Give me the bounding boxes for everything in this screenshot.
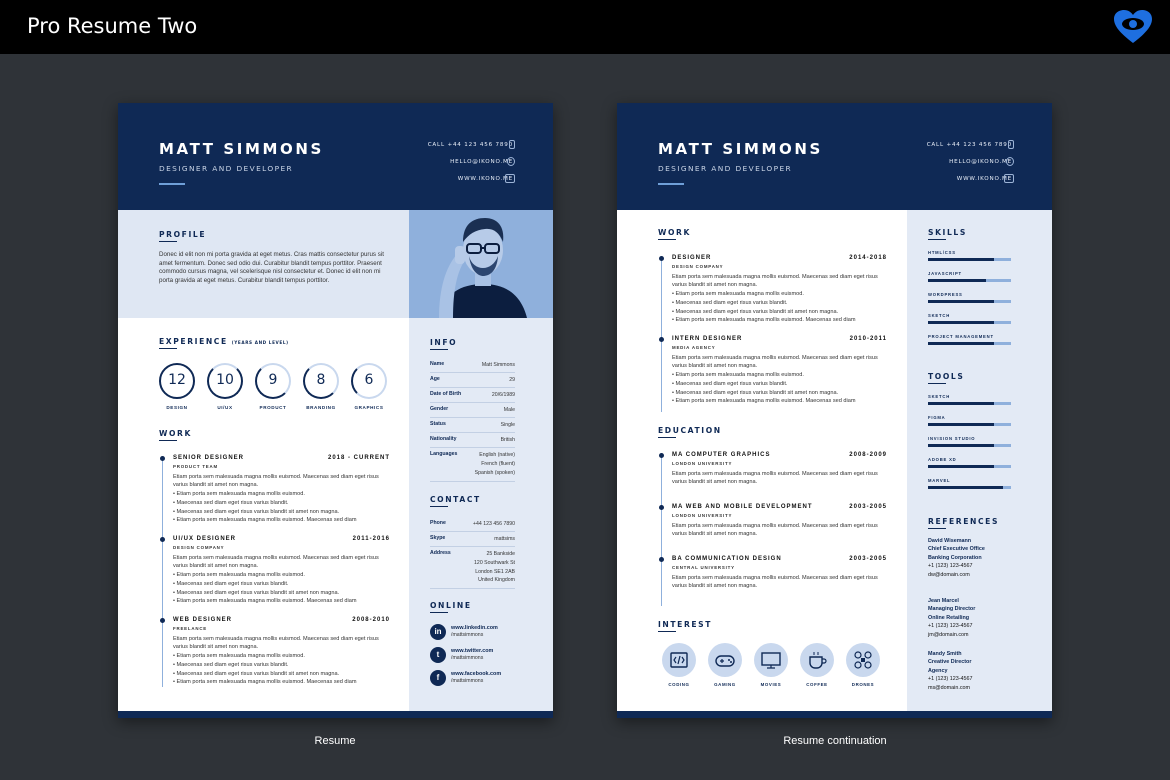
job-company: FREELANCE [173,626,208,631]
timeline-dot [160,618,165,623]
reference-email[interactable]: ms@domain.com [928,684,971,691]
interest-label: MOVIES [760,682,782,687]
job-company: MEDIA AGENCY [672,345,716,350]
resume-sidebar [409,318,553,711]
timeline-dot [659,505,664,510]
heading-underline [928,528,946,529]
contact-heading: CONTACT [430,495,481,504]
job-title: WEB DESIGNER [173,617,233,623]
resume-header [617,103,1052,210]
experience-circle: 10 [207,363,243,399]
skill-label: HTML/CSS [928,250,956,255]
reference-entry [928,650,973,692]
contact-value: +44 123 456 7890 [473,521,515,527]
skill-bar-fill [928,300,994,303]
header-email: HELLO@IKONO.ME [450,159,513,165]
school-name: CENTRAL UNIVERSITY [672,565,735,570]
job-description: Etiam porta sem malesuada magna mollis euismod. Maecenas sed diam eget risus varius blandit sit amet non magna. [173,474,379,489]
tool-bar-fill [928,486,1003,489]
experience-heading [159,337,289,346]
coffee-icon [800,643,834,677]
info-key: Status [430,421,446,427]
online-heading: ONLINE [430,601,472,610]
tool-bar [928,465,1011,468]
skill-bar [928,342,1011,345]
resume-continuation-page [617,103,1052,718]
resume-header [118,103,553,210]
interest-circle [846,643,880,677]
resume-role: DESIGNER AND DEVELOPER [159,164,294,173]
work-heading: WORK [159,429,192,438]
heading-underline [159,440,177,441]
skill-label: JAVASCRIPT [928,271,962,276]
job-bullets: • Etiam porta sem malesuada magna mollis euismod. • Maecenas sed diam eget risus varius blandit. • Maecenas sed diam eget risus varius blandit sit amet non magna. • Etiam porta sem malesuada magna mollis euismod. Maecenas sed diam [173,653,357,686]
experience-heading-text: EXPERIENCE [159,337,228,346]
bullet: Etiam porta sem malesuada magna mollis euismod. [176,572,305,578]
job-bullets: • Etiam porta sem malesuada magna mollis euismod. • Maecenas sed diam eget risus varius blandit. • Maecenas sed diam eget risus varius blandit sit amet non magna. • Etiam porta sem malesuada magna mollis euismod. Maecenas sed diam [672,372,856,405]
skill-bar-fill [928,342,994,345]
heading-underline [430,612,448,613]
heading-underline [658,437,676,438]
reference-phone: +1 (123) 123-4567 [928,563,973,570]
tool-label: INVISION STUDIO [928,436,976,441]
job-description: Etiam porta sem malesuada magna mollis euismod. Maecenas sed diam eget risus varius blandit sit amet non magna. [672,274,878,289]
skill-bar [928,300,1011,303]
reference-entry [928,537,985,579]
degree-description: Etiam porta sem malesuada magna mollis euismod. Maecenas sed diam eget risus varius blandit sit amet non magna. [672,575,878,590]
reference-title: Managing Director [928,606,976,613]
info-value: Matt Simmons [481,362,515,368]
contact-key: Address [430,550,451,556]
profile-section [118,210,409,318]
experience-circle: 12 [159,363,195,399]
tool-bar-fill [928,465,994,468]
bullet: Etiam porta sem malesuada magna mollis euismod. Maecenas sed diam [675,317,856,324]
degree-title: MA WEB AND MOBILE DEVELOPMENT [672,504,813,510]
skill-bar-fill [928,279,986,282]
reference-company: Banking Corporation [928,554,982,561]
info-value: 20/6/1989 [491,392,515,398]
skill-bar-fill [928,258,994,261]
tool-label: ADOBE XD [928,457,957,462]
name-underline [159,183,185,185]
reference-title: Chief Executive Office [928,546,985,553]
contact-row [430,547,515,589]
skill-label: PROJECT MANAGEMENT [928,334,994,339]
facebook-handle: /mattsimmons [451,678,484,684]
heading-underline [159,241,177,242]
interest-heading: INTEREST [658,620,713,629]
info-row [430,403,515,418]
bullet: Etiam porta sem malesuada magna mollis euismod. Maecenas sed diam [675,398,856,405]
info-row [430,418,515,433]
resume-name: MATT SIMMONS [658,140,823,158]
tool-bar-fill [928,402,994,405]
references-heading: REFERENCES [928,517,1000,526]
linkedin-icon[interactable]: in [430,624,446,640]
info-row [430,373,515,388]
job-bullets: • Etiam porta sem malesuada magna mollis euismod. • Maecenas sed diam eget risus varius blandit. • Maecenas sed diam eget risus varius blandit sit amet non magna. • Etiam porta sem malesuada magna mollis euismod. Maecenas sed diam [173,491,357,524]
experience-label: PRODUCT [259,405,287,410]
degree-dates: 2008-2009 [849,452,887,458]
experience-circle: 8 [303,363,339,399]
info-row [430,358,515,373]
job-dates: 2008-2010 [352,617,390,623]
profile-photo [409,210,553,318]
page-bottom-bar [118,711,553,718]
info-row [430,448,515,482]
twitter-handle: /mattsimmons [451,655,484,661]
contact-row [430,517,515,532]
phone-icon [509,140,515,149]
header-web: WWW.IKONO.ME [457,176,513,182]
tool-bar-fill [928,423,994,426]
interest-circle [800,643,834,677]
tool-label: MARVEL [928,478,951,483]
bullet: Etiam porta sem malesuada magna mollis euismod. Maecenas sed diam [176,598,357,605]
contact-row [430,532,515,547]
bullet: Maecenas sed diam eget risus varius blandit. [176,661,289,668]
info-key: Nationality [430,436,457,442]
contact-value: mattsims [494,536,515,542]
bullet: Maecenas sed diam eget risus varius blandit sit amet non magna. [176,508,340,515]
experience-circle: 6 [351,363,387,399]
job-dates: 2011-2016 [352,536,390,542]
interest-label: CODING [668,682,690,687]
name-underline [658,183,684,185]
gamepad-icon [708,643,742,677]
job-dates: 2014-2018 [849,255,887,261]
twitter-icon[interactable]: t [430,647,446,663]
degree-dates: 2003-2005 [849,504,887,510]
reference-name: David Wisemann [928,538,972,544]
tool-label: SKETCH [928,394,951,399]
interest-circle [662,643,696,677]
info-key: Languages [430,451,458,457]
job-title: DESIGNER [672,255,712,261]
job-company: PRODUCT TEAM [173,464,218,469]
skill-bar [928,321,1011,324]
top-bar [0,0,1170,54]
tool-bar [928,402,1011,405]
resume-name: MATT SIMMONS [159,140,324,158]
twitter-link[interactable]: www.twitter.com [451,648,494,654]
bullet: Maecenas sed diam eget risus varius blandit. [176,499,289,506]
bullet: Etiam porta sem malesuada magna mollis euismod. Maecenas sed diam [176,679,357,686]
laptop-icon [1004,174,1014,183]
info-row [430,433,515,448]
reference-entry [928,597,975,639]
heading-underline [658,631,676,632]
at-icon [1006,157,1014,166]
experience-label: DESIGN [166,405,188,410]
linkedin-link[interactable]: www.linkedin.com [451,625,498,631]
drone-icon [846,643,880,677]
portrait-illustration [409,210,553,318]
info-value: Single [500,422,515,428]
tool-label: FIGMA [928,415,946,420]
work-timeline [661,257,662,412]
reference-name: Jean Marcel [928,598,959,604]
info-key: Name [430,361,445,367]
skill-bar [928,258,1011,261]
contact-value: 25 Bankside 120 Southwark St London SE1 2AB United Kingdom [474,551,515,584]
skills-heading: SKILLS [928,228,967,237]
header-email: HELLO@IKONO.ME [949,159,1012,165]
reference-email[interactable]: dw@domain.com [928,571,970,578]
resume-caption: Resume [314,735,356,747]
tool-bar [928,444,1011,447]
bullet: Etiam porta sem malesuada magna mollis euismod. Maecenas sed diam [176,517,357,524]
job-description: Etiam porta sem malesuada magna mollis euismod. Maecenas sed diam eget risus varius blandit sit amet non magna. [173,636,379,651]
info-value: Male [503,407,515,413]
monitor-icon [754,643,788,677]
skill-bar [928,279,1011,282]
code-icon [662,643,696,677]
heading-underline [658,239,676,240]
timeline-dot [659,337,664,342]
bullet: Maecenas sed diam eget risus varius blandit. [675,299,788,306]
heading-underline [928,383,946,384]
info-row [430,388,515,403]
heading-underline [159,348,177,349]
resume-page [118,103,553,718]
info-value: British [500,437,515,443]
info-key: Age [430,376,440,382]
job-dates: 2010-2011 [849,336,887,342]
reference-name: Mandy Smith [928,651,962,657]
experience-subheading: (YEARS AND LEVEL) [231,340,289,345]
contact-key: Phone [430,520,446,526]
interest-label: GAMING [714,682,736,687]
bullet: Etiam porta sem malesuada magna mollis euismod. [675,372,804,378]
job-description: Etiam porta sem malesuada magna mollis euismod. Maecenas sed diam eget risus varius blandit sit amet non magna. [672,355,878,370]
tool-bar-fill [928,444,994,447]
job-company: DESIGN COMPANY [173,545,225,550]
info-key: Date of Birth [430,391,462,397]
facebook-icon[interactable]: f [430,670,446,686]
work-heading: WORK [658,228,691,237]
job-dates: 2018 - CURRENT [327,455,390,461]
reference-phone: +1 (123) 123-4567 [928,676,973,683]
experience-label: BRANDING [306,405,336,410]
degree-dates: 2003-2005 [849,556,887,562]
timeline-dot [160,537,165,542]
job-title: INTERN DESIGNER [672,336,743,342]
bullet: Etiam porta sem malesuada magna mollis euismod. [675,291,804,297]
contact-key: Skype [430,535,446,541]
header-phone: CALL +44 123 456 7890 [926,142,1012,148]
heading-underline [928,239,946,240]
skill-label: SKETCH [928,313,951,318]
reference-phone: +1 (123) 123-4567 [928,623,973,630]
bullet: Maecenas sed diam eget risus varius blandit sit amet non magna. [675,389,839,396]
skill-bar-fill [928,321,994,324]
info-value: 29 [509,377,515,383]
education-heading: EDUCATION [658,426,722,435]
job-title: UI/UX DESIGNER [173,536,237,542]
heading-underline [430,506,448,507]
job-description: Etiam porta sem malesuada magna mollis euismod. Maecenas sed diam eget risus varius blandit sit amet non magna. [173,555,379,570]
bullet: Maecenas sed diam eget risus varius blandit sit amet non magna. [176,589,340,596]
phone-icon [1008,140,1014,149]
heading-underline [430,349,448,350]
experience-label: GRAPHICS [354,405,384,410]
experience-label: UI/UX [217,405,233,410]
interest-label: DRONES [851,682,875,687]
timeline-dot [659,557,664,562]
laptop-icon [505,174,515,183]
bullet: Etiam porta sem malesuada magna mollis euismod. [176,653,305,659]
degree-title: MA COMPUTER GRAPHICS [672,452,771,458]
tool-bar [928,423,1011,426]
info-key: Gender [430,406,449,412]
interest-label: COFFEE [806,682,828,687]
bullet: Maecenas sed diam eget risus varius blandit. [176,580,289,587]
education-timeline [661,453,662,606]
interest-circle [708,643,742,677]
job-title: SENIOR DESIGNER [173,455,245,461]
reference-title: Creative Director [928,659,972,666]
timeline-dot [659,453,664,458]
reference-company: Agency [928,667,948,674]
job-bullets: • Etiam porta sem malesuada magna mollis euismod. • Maecenas sed diam eget risus varius blandit. • Maecenas sed diam eget risus varius blandit sit amet non magna. • Etiam porta sem malesuada magna mollis euismod. Maecenas sed diam [672,291,856,324]
school-name: LONDON UNIVERSITY [672,513,733,518]
continuation-caption: Resume continuation [783,735,887,747]
profile-heading: PROFILE [159,230,207,239]
interest-circle [754,643,788,677]
header-web: WWW.IKONO.ME [956,176,1012,182]
reference-company: Online Retailing [928,614,970,621]
job-bullets: • Etiam porta sem malesuada magna mollis euismod. • Maecenas sed diam eget risus varius blandit. • Maecenas sed diam eget risus varius blandit sit amet non magna. • Etiam porta sem malesuada magna mollis euismod. Maecenas sed diam [173,572,357,605]
reference-email[interactable]: jm@domain.com [928,631,969,638]
degree-title: BA COMMUNICATION DESIGN [672,556,782,562]
at-icon [507,157,515,166]
school-name: LONDON UNIVERSITY [672,461,733,466]
timeline-dot [160,456,165,461]
work-timeline [162,457,163,687]
experience-circle: 9 [255,363,291,399]
profile-text: Donec id elit non mi porta gravida at eget metus. Cras mattis consectetur purus sit amet fermentum. Donec sed odio dui. Curabitur blandit tempus porttitor. Praesent commodo cursus magna, vel scelerisque nisl consectetur et. Donec id elit non mi porta gravida at eget metus. Curabitur blandit tempus porttitor. [159,251,384,284]
info-heading: INFO [430,338,458,347]
bullet: Maecenas sed diam eget risus varius blandit. [675,380,788,387]
heart-eye-icon [1112,8,1154,46]
page-bottom-bar [617,711,1052,718]
bullet: Maecenas sed diam eget risus varius blandit sit amet non magna. [176,670,340,677]
info-value: English (native) French (fluent) Spanish (spoken) [474,452,515,476]
degree-description: Etiam porta sem malesuada magna mollis euismod. Maecenas sed diam eget risus varius blandit sit amet non magna. [672,523,878,538]
header-phone: CALL +44 123 456 7890 [427,142,513,148]
skill-label: WORDPRESS [928,292,963,297]
resume-role: DESIGNER AND DEVELOPER [658,164,793,173]
tool-bar [928,486,1011,489]
job-company: DESIGN COMPANY [672,264,724,269]
degree-description: Etiam porta sem malesuada magna mollis euismod. Maecenas sed diam eget risus varius blandit sit amet non magna. [672,471,878,486]
tools-heading: TOOLS [928,372,965,381]
page-title: Pro Resume Two [27,14,198,38]
bullet: Etiam porta sem malesuada magna mollis euismod. [176,491,305,497]
timeline-dot [659,256,664,261]
continuation-sidebar [907,210,1052,711]
facebook-link[interactable]: www.facebook.com [451,671,502,677]
bullet: Maecenas sed diam eget risus varius blandit sit amet non magna. [675,308,839,315]
linkedin-handle: /mattsimmons [451,632,484,638]
